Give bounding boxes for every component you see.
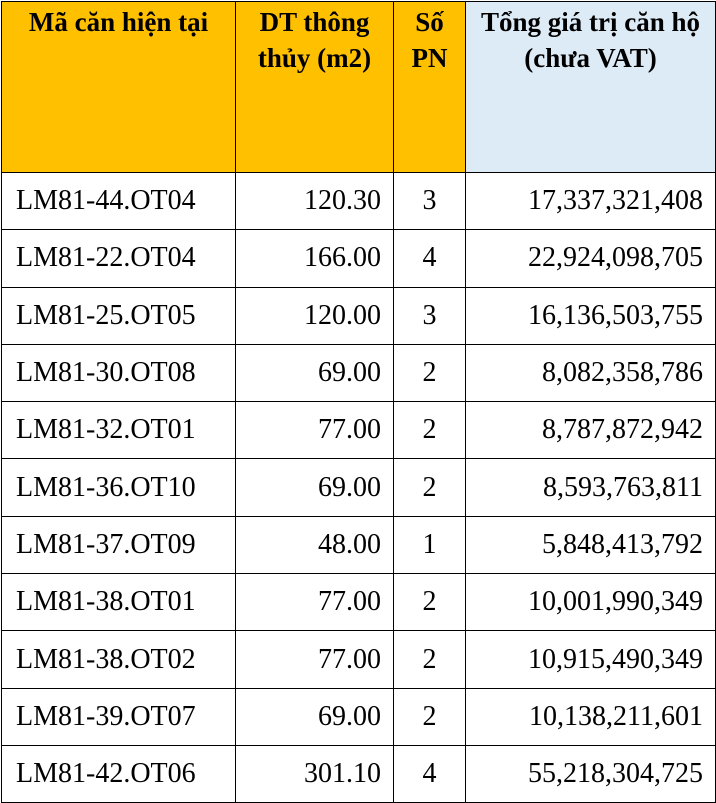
unit-code-cell: LM81-39.OT07 — [2, 688, 236, 745]
bedrooms-cell: 2 — [394, 631, 466, 688]
area-cell: 120.30 — [236, 173, 394, 230]
total-price-cell: 17,337,321,408 — [466, 173, 716, 230]
bedrooms-cell: 2 — [394, 688, 466, 745]
table-row — [2, 516, 716, 573]
total-price-cell: 22,924,098,705 — [466, 230, 716, 287]
bedrooms-cell: 1 — [394, 516, 466, 573]
apartment-price-table — [1, 1, 716, 803]
table-row — [2, 173, 716, 230]
unit-code-cell: LM81-37.OT09 — [2, 516, 236, 573]
unit-code-cell: LM81-22.OT04 — [2, 230, 236, 287]
bedrooms-cell: 4 — [394, 230, 466, 287]
area-cell: 77.00 — [236, 402, 394, 459]
area-cell: 77.00 — [236, 631, 394, 688]
table-row — [2, 745, 716, 802]
bedrooms-cell: 3 — [394, 173, 466, 230]
table-body — [2, 173, 716, 803]
header-unit-code: Mã căn hiện tại — [2, 2, 236, 173]
unit-code-cell: LM81-38.OT01 — [2, 574, 236, 631]
bedrooms-cell: 2 — [394, 344, 466, 401]
table-row — [2, 688, 716, 745]
total-price-cell: 10,001,990,349 — [466, 574, 716, 631]
bedrooms-cell: 3 — [394, 287, 466, 344]
unit-code-cell: LM81-38.OT02 — [2, 631, 236, 688]
total-price-cell: 8,593,763,811 — [466, 459, 716, 516]
table-header — [2, 2, 716, 173]
unit-code-cell: LM81-32.OT01 — [2, 402, 236, 459]
table-row — [2, 344, 716, 401]
unit-code-cell: LM81-36.OT10 — [2, 459, 236, 516]
area-cell: 69.00 — [236, 459, 394, 516]
table-row — [2, 574, 716, 631]
area-cell: 48.00 — [236, 516, 394, 573]
bedrooms-cell: 4 — [394, 745, 466, 802]
area-cell: 69.00 — [236, 688, 394, 745]
area-cell: 77.00 — [236, 574, 394, 631]
area-cell: 69.00 — [236, 344, 394, 401]
total-price-cell: 5,848,413,792 — [466, 516, 716, 573]
unit-code-cell: LM81-42.OT06 — [2, 745, 236, 802]
bedrooms-cell: 2 — [394, 459, 466, 516]
bedrooms-cell: 2 — [394, 574, 466, 631]
area-cell: 301.10 — [236, 745, 394, 802]
table-row — [2, 287, 716, 344]
total-price-cell: 10,915,490,349 — [466, 631, 716, 688]
bedrooms-cell: 2 — [394, 402, 466, 459]
unit-code-cell: LM81-44.OT04 — [2, 173, 236, 230]
area-cell: 120.00 — [236, 287, 394, 344]
table-row — [2, 230, 716, 287]
total-price-cell: 16,136,503,755 — [466, 287, 716, 344]
header-row — [2, 2, 716, 173]
unit-code-cell: LM81-30.OT08 — [2, 344, 236, 401]
table-row — [2, 402, 716, 459]
header-bedrooms: Số PN — [394, 2, 466, 173]
header-area: DT thông thủy (m2) — [236, 2, 394, 173]
total-price-cell: 8,787,872,942 — [466, 402, 716, 459]
total-price-cell: 55,218,304,725 — [466, 745, 716, 802]
total-price-cell: 10,138,211,601 — [466, 688, 716, 745]
total-price-cell: 8,082,358,786 — [466, 344, 716, 401]
unit-code-cell: LM81-25.OT05 — [2, 287, 236, 344]
table-row — [2, 459, 716, 516]
area-cell: 166.00 — [236, 230, 394, 287]
header-total-price: Tổng giá trị căn hộ (chưa VAT) — [466, 2, 716, 173]
table-row — [2, 631, 716, 688]
